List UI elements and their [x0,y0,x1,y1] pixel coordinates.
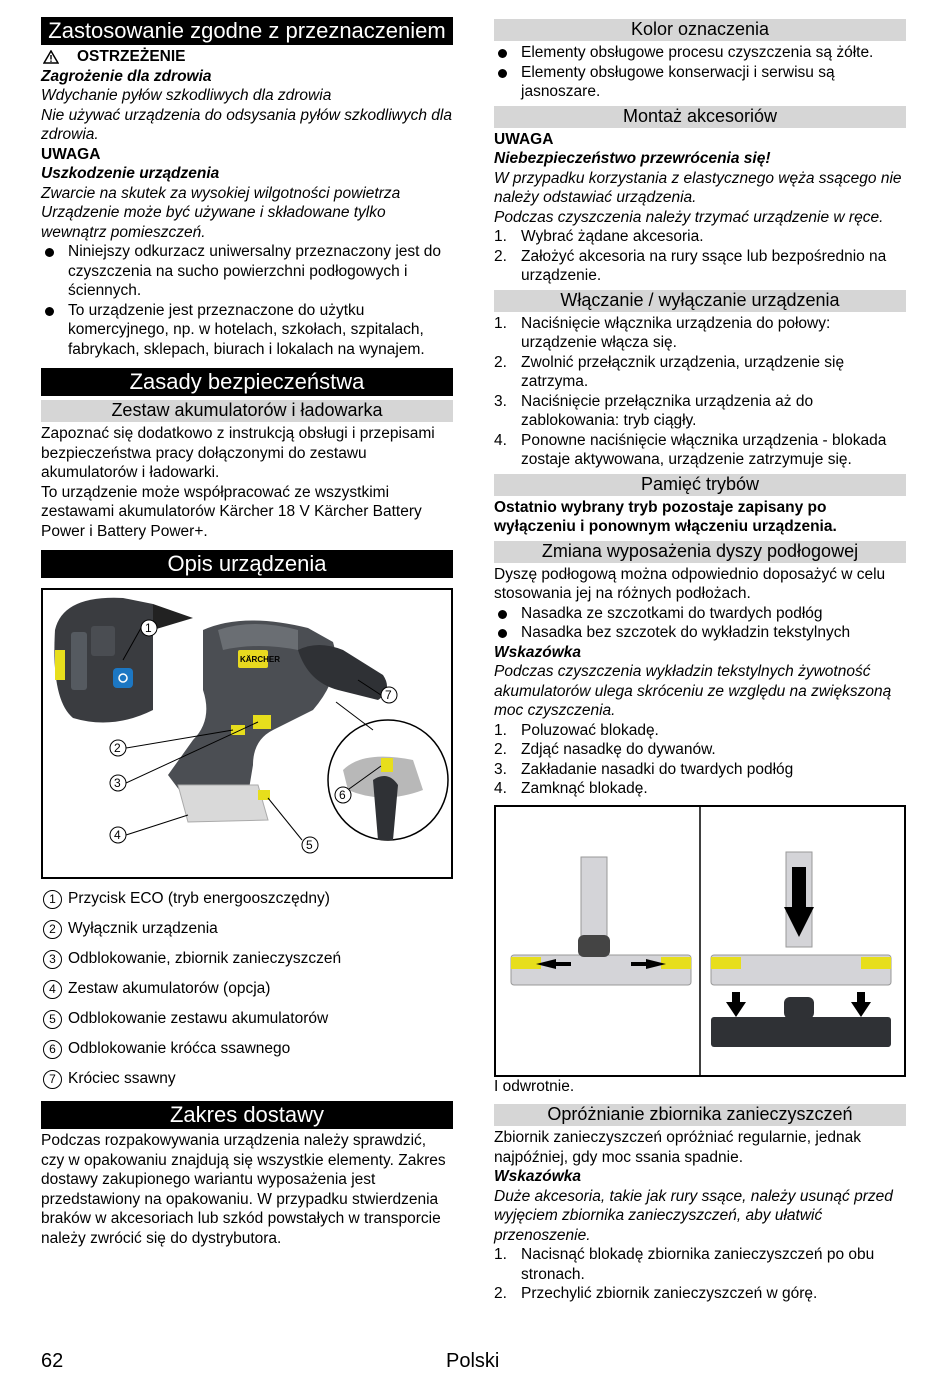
warning-label: OSTRZEŻENIE [77,48,186,65]
right-column [494,17,906,1304]
nozzle-step: 3. Zakładanie nasadki do twardych podłóg [494,760,794,778]
empty-step: 1. Nacisnąć blokadę zbiornika zanieczyszczeń po obu stronach. [494,1246,875,1283]
empty-step-text: Przechylić zbiornik zanieczyszczeń w górę. [521,1285,818,1302]
warning-triangle-icon [43,50,59,64]
heading-description: Opis urządzenia [41,550,453,578]
svg-text:5: 5 [306,838,313,852]
note-label: UWAGA [41,145,101,163]
nozzle-step-text: Zdjąć nasadkę do dywanów. [521,741,716,758]
acc-step: 1. Wybrać żądane akcesoria. [494,228,704,245]
figure-brand-label: KÄRCHER [240,655,280,664]
nozzle-step-text: Zakładanie nasadki do twardych podłóg [521,760,794,778]
memory-paragraph: Ostatnio wybrany tryb pozostaje zapisany po wyłączeniu i ponownym włączeniu urządzenia. [494,498,837,535]
acc-note-label: UWAGA [494,130,554,148]
acc-note-line2: Podczas czyszczenia należy trzymać urządzenie w ręce. [494,208,884,226]
empty-paragraph: Zbiornik zanieczyszczeń opróżniać regularnie, jednak najpóźniej, gdy moc ssania spadnie. [494,1129,862,1166]
battery-paragraph-1: Zapoznać się dodatkowo z instrukcją obsługi i przepisami bezpieczeństwa pracy dołączonymi do zestawu akumulatorów i ładowarki. [41,425,435,481]
legend-item [41,974,453,1004]
left-column [41,17,453,1248]
heading-nozzle: Zmiana wyposażenia dyszy podłogowej [494,541,906,563]
heading-safety: Zasady bezpieczeństwa [41,368,453,396]
vice-versa-text: I odwrotnie. [494,1077,575,1095]
hint-label: Wskazówka [494,643,582,661]
color-bullet: Elementy obsługowe konserwacji i serwisu są jasnoszare. [494,63,906,102]
page-number: 62 [41,1350,64,1372]
nozzle-bullet: Nasadka ze szczotkami do twardych podłóg [494,604,906,624]
legend-number: 3 [43,950,62,969]
heading-accessory: Montaż akcesoriów [494,106,906,128]
warning-label-row [41,47,453,67]
legend-text: Odblokowanie, zbiornik zanieczyszczeń [68,950,342,968]
warning-line2: Nie używać urządzenia do odsysania pyłów szkodliwych dla zdrowia. [41,106,452,143]
heading-memory: Pamięć trybów [494,474,906,496]
onoff-step: 2. Zwolnić przełącznik urządzenia, urządzenie się zatrzyma. [494,353,845,390]
empty-hint: Duże akcesoria, takie jak rury ssące, należy usunąć przed wyjęciem zbiornika zanieczyszczeń, aby ułatwić przenoszenie. [494,1187,893,1244]
nozzle-step: 1. Poluzować blokadę. [494,721,659,739]
heading-battery: Zestaw akumulatorów i ładowarka [41,400,453,422]
nozzle-step-text: Poluzować blokadę. [521,721,659,739]
note-line1: Zwarcie na skutek za wysokiej wilgotności powietrza [41,184,401,202]
color-bullet: Elementy obsługowe procesu czyszczenia są żółte. [494,43,906,63]
heading-color: Kolor oznaczenia [494,19,906,41]
legend-text: Zestaw akumulatorów (opcja) [68,980,271,998]
nozzle-step-text: Zamknąć blokadę. [521,780,648,797]
svg-text:6: 6 [339,788,346,802]
legend-item [41,1004,453,1034]
legend-list [41,884,453,1094]
nozzle-illustration [496,807,904,1075]
nozzle-figure [494,805,906,1077]
nozzle-bullet: Nasadka bez szczotek do wykładzin tekstylnych [494,623,906,643]
onoff-step: 3. Naciśnięcie przełącznika urządzenia aż do zablokowania: tryb ciągły. [494,392,814,429]
svg-text:3: 3 [114,776,121,790]
legend-item [41,1034,453,1064]
svg-text:1: 1 [145,621,152,635]
vacuum-illustration [43,590,451,877]
legend-text: Przycisk ECO (tryb energooszczędny) [68,890,330,908]
onoff-step: 1. Naciśnięcie włącznika urządzenia do połowy: urządzenie włącza się. [494,314,831,351]
legend-item [41,884,453,914]
usage-bullet: Niniejszy odkurzacz uniwersalny przeznaczony jest do czyszczenia na sucho powierzchni podłogowych i ściennych. [41,242,453,301]
acc-step-text: Założyć akcesoria na rury ssące lub bezpośrednio na urządzenie. [521,247,887,284]
svg-text:4: 4 [114,828,121,842]
nozzle-hint: Podczas czyszczenia wykładzin tekstylnych żywotność akumulatorów ulega skróceniu ze względu na zwiększoną moc czyszczenia. [494,663,892,719]
legend-number: 2 [43,920,62,939]
onoff-step-text: Naciśnięcie włącznika urządzenia do połowy: urządzenie włącza się. [521,314,831,351]
legend-item [41,944,453,974]
warning-title: Zagrożenie dla zdrowia [41,67,212,85]
legend-number: 4 [43,980,62,999]
battery-paragraph-2: To urządzenie może współpracować ze wszystkimi zestawami akumulatorów Kärcher 18 V Kärcher Battery Power i Battery Power+. [41,483,422,540]
empty-hint-label: Wskazówka [494,1168,582,1185]
onoff-step: 4. Ponowne naciśnięcie włącznika urządzenia - blokada zostaje aktywowana, urządzenie zatrzymuje się. [494,431,887,468]
legend-number: 6 [43,1040,62,1059]
note-title: Uszkodzenie urządzenia [41,165,220,182]
legend-text: Wyłącznik urządzenia [68,920,218,938]
onoff-step-text: Ponowne naciśnięcie włącznika urządzenia - blokada zostaje aktywowana, urządzenie zatrzymuje się. [521,431,887,468]
acc-note-line1: W przypadku korzystania z elastycznego węża ssącego nie należy odstawiać urządzenia. [494,169,902,206]
usage-bullet: To urządzenie jest przeznaczone do użytku komercyjnego, np. w hotelach, szkołach, szpitalach, fabrykach, sklepach, biurach i lokalach na wynajem. [41,301,453,360]
heading-onoff: Włączanie / wyłączanie urządzenia [494,290,906,312]
legend-text: Odblokowanie zestawu akumulatorów [68,1010,329,1028]
legend-number: 5 [43,1010,62,1029]
svg-text:2: 2 [114,741,121,755]
legend-number: 7 [43,1070,62,1089]
nozzle-step: 2. Zdjąć nasadkę do dywanów. [494,741,716,758]
legend-text: Odblokowanie króćca ssawnego [68,1040,291,1058]
heading-empty: Opróżnianie zbiornika zanieczyszczeń [494,1104,906,1126]
delivery-paragraph: Podczas rozpakowywania urządzenia należy sprawdzić, czy w opakowaniu znajdują się wszystkie elementy. Zakres dostawy zakupionego wariantu wyposażenia jest przedstawiony na opakowaniu. W przypadku stwierdzenia braków w akcesoriach lub szkód powstałych w transporcie należy zwrócić się do dystrybutora. [41,1132,446,1247]
legend-item [41,914,453,944]
acc-step-text: Wybrać żądane akcesoria. [521,228,704,245]
empty-step-text: Nacisnąć blokadę zbiornika zanieczyszczeń po obu stronach. [521,1246,875,1283]
empty-step: 2. Przechylić zbiornik zanieczyszczeń w górę. [494,1285,818,1302]
warning-line1: Wdychanie pyłów szkodliwych dla zdrowia [41,87,332,104]
language-label: Polski [446,1350,500,1372]
onoff-step-text: Zwolnić przełącznik urządzenia, urządzenie się zatrzyma. [521,353,845,390]
legend-text: Króciec ssawny [68,1070,176,1088]
nozzle-paragraph: Dyszę podłogową można odpowiednio doposażyć w celu stosowania jej na różnych podłożach. [494,565,886,602]
legend-number: 1 [43,890,62,909]
heading-delivery: Zakres dostawy [41,1101,453,1129]
acc-step: 2. Założyć akcesoria na rury ssące lub bezpośrednio na urządzenie. [494,247,887,284]
legend-item [41,1064,453,1094]
nozzle-step: 4. Zamknąć blokadę. [494,780,648,797]
heading-usage: Zastosowanie zgodne z przeznaczeniem [41,17,453,45]
acc-note-title: Niebezpieczeństwo przewrócenia się! [494,150,771,167]
onoff-step-text: Naciśnięcie przełącznika urządzenia aż do zablokowania: tryb ciągły. [521,392,814,429]
svg-text:7: 7 [385,688,392,702]
note-line2: Urządzenie może być używane i składowane tylko wewnątrz pomieszczeń. [41,204,386,241]
device-figure [41,588,453,879]
